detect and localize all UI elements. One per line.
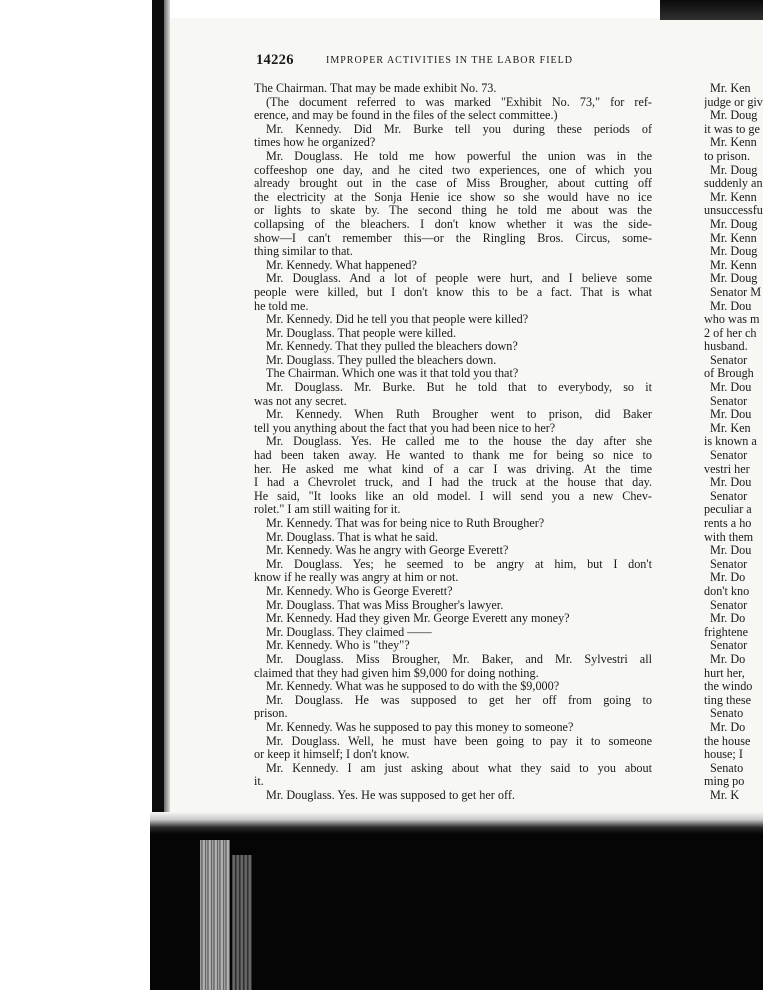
fragment-line: Mr. Do — [710, 611, 746, 626]
text-line: Mr. Douglass. He was supposed to get her off from going to — [266, 693, 652, 707]
text-line: thing similar to that. — [254, 245, 353, 259]
text-line: Mr. Kennedy. Did Mr. Burke tell you during these periods of — [266, 122, 652, 136]
fragment-line: Mr. Doug — [710, 162, 758, 177]
fragment-line: ting these — [704, 692, 752, 707]
text-line: Mr. Douglass. He told me how powerful the union was in the — [266, 149, 652, 163]
fragment-line: Mr. Kenn — [710, 257, 757, 272]
fragment-line: to prison. — [704, 148, 751, 163]
text-line: Mr. Douglass. Yes. He was supposed to get her off. — [266, 788, 515, 802]
text-line: Mr. Douglass. Yes; he seemed to be angry at him, but I don't — [266, 557, 652, 571]
fragment-line: hurt her, — [704, 665, 745, 680]
fragment-line: judge or giv — [704, 94, 763, 109]
text-line: or keep it himself; I don't know. — [254, 748, 410, 762]
text-line: I had a Chevrolet truck, and I had the truck at the house that day. — [254, 476, 652, 490]
fragment-line: house; I — [704, 747, 743, 762]
text-line: Mr. Douglass. That is what he said. — [266, 530, 439, 544]
text-line: rolet." I am still waiting for it. — [254, 503, 401, 517]
text-line: Mr. Kennedy. That was for being nice to Ruth Brougher? — [266, 517, 545, 530]
fragment-line: Mr. Dou — [710, 407, 752, 422]
adjacent-page-text-fragments — [704, 82, 763, 802]
text-line: Mr. Douglass. That people were killed. — [266, 326, 456, 340]
text-line: Mr. Kennedy. What was he supposed to do with the $9,000? — [266, 680, 560, 694]
left-margin — [0, 0, 160, 990]
fragment-line: Senato — [710, 706, 744, 721]
text-line: Mr. Douglass. Well, he must have been going to pay it to someone — [266, 734, 652, 748]
fragment-line: 2 of her ch — [704, 325, 757, 340]
fragment-line: frightene — [704, 624, 748, 639]
text-line: people were killed, but I don't know this to be a fact. That is what — [254, 285, 652, 299]
fragment-line: Mr. Dou — [710, 380, 752, 395]
text-line: her. He asked me what kind of a car I was driving. At the time — [254, 462, 652, 476]
fragment-line: Mr. K — [710, 787, 740, 802]
fragment-line: Mr. Kenn — [710, 189, 757, 204]
text-line: it. — [254, 775, 264, 789]
text-line: Mr. Douglass. They pulled the bleachers down. — [266, 353, 497, 367]
page-bottom-edge — [150, 812, 763, 834]
page-header — [256, 52, 676, 70]
fragment-line: Senator — [710, 488, 748, 503]
fragment-line: Mr. Do — [710, 570, 746, 585]
fragment-line: Senator — [710, 597, 748, 612]
fragment-line: Mr. Dou — [710, 475, 752, 490]
text-line: Mr. Kennedy. That they pulled the bleachers down? — [266, 340, 518, 354]
text-line: times how he organized? — [254, 136, 376, 150]
fragment-line: peculiar a — [704, 502, 752, 517]
fragment-line: Mr. Doug — [710, 271, 758, 286]
text-line: The Chairman. That may be made exhibit No. 73. — [254, 82, 497, 95]
text-line: Mr. Douglass. Mr. Burke. But he told that to everybody, so it — [266, 381, 652, 395]
text-line: Mr. Kennedy. I am just asking about what they said to you about — [266, 761, 652, 775]
fragment-line: Senator — [710, 556, 748, 571]
text-line: Mr. Douglass. And a lot of people were hurt, and I believe some — [266, 272, 652, 286]
text-line: Mr. Kennedy. Was he angry with George Everett? — [266, 544, 509, 558]
page-fold — [200, 840, 230, 990]
fragment-line: suddenly an — [704, 176, 763, 191]
fragment-line: is known a — [704, 434, 757, 449]
fragment-line: vestri her — [704, 461, 750, 476]
fragment-line: Mr. Doug — [710, 108, 758, 123]
fragment-line: Mr. Doug — [710, 244, 758, 259]
fragment-line: unsuccessfu — [704, 203, 763, 218]
text-line: erence, and may be found in the files of the select committee.) — [254, 109, 558, 123]
page-fold-secondary — [232, 855, 252, 990]
fragment-line: Mr. Doug — [710, 216, 758, 231]
fragment-line: Senator M — [710, 284, 762, 299]
fragment-line: Senator — [710, 352, 748, 367]
fragment-line: Mr. Ken — [710, 420, 751, 435]
text-line: prison. — [254, 707, 288, 721]
fragment-line: Mr. Dou — [710, 543, 752, 558]
fragment-line: Senator — [710, 448, 748, 463]
text-line: Mr. Kennedy. Had they given Mr. George Everett any money? — [266, 612, 570, 626]
running-head: IMPROPER ACTIVITIES IN THE LABOR FIELD — [326, 55, 573, 66]
fragment-line: of Brough — [704, 366, 754, 381]
text-line: Mr. Kennedy. Who is George Everett? — [266, 584, 453, 598]
text-line: show—I can't remember this—or the Ringling Bros. Circus, some- — [254, 231, 652, 245]
text-line: Mr. Douglass. They claimed —— — [266, 625, 432, 639]
fragment-line: Mr. Kenn — [710, 135, 757, 150]
fragment-line: husband. — [704, 339, 748, 354]
fragment-line: Senator — [710, 393, 748, 408]
main-text-column — [254, 82, 652, 802]
fragment-line: the house — [704, 733, 751, 748]
text-line: tell you anything about the fact that you had been nice to her? — [254, 421, 556, 435]
fragment-line: it was to ge — [704, 121, 760, 136]
text-line: was not any secret. — [254, 394, 347, 408]
text-line: Mr. Kennedy. Was he supposed to pay this money to someone? — [266, 720, 574, 734]
fragment-line: Senato — [710, 760, 744, 775]
text-line: know if he really was angry at him or not. — [254, 571, 459, 585]
fragment-line: Mr. Do — [710, 651, 746, 666]
binding-shadow — [152, 0, 164, 830]
text-line: Mr. Kennedy. Who is "they"? — [266, 639, 410, 653]
text-line: The Chairman. Which one was it that told you that? — [266, 367, 519, 381]
fragment-line: with them — [704, 529, 754, 544]
text-line: collapsing of the bleachers. I don't know whether it was the side- — [254, 217, 652, 231]
text-line: Mr. Kennedy. Did he tell you that people were killed? — [266, 313, 529, 327]
text-line: had been taken away. He wanted to thank me for being so nice to — [254, 449, 652, 463]
fragment-line: don't kno — [704, 583, 750, 598]
fragment-line: ming po — [704, 774, 745, 789]
text-line: He said, "It looks like an old model. I will send you a new Chev- — [254, 489, 652, 503]
text-line: Mr. Douglass. Miss Brougher, Mr. Baker, and Mr. Sylvestri all — [266, 652, 652, 666]
fragment-line: Mr. Ken — [710, 82, 751, 95]
text-line: the electricity at the Sonja Henie ice show so she would have no ice — [254, 190, 652, 204]
text-line: already brought out in the case of Miss Brougher, about cutting off — [254, 177, 652, 191]
text-line: claimed that they had given him $9,000 for doing nothing. — [254, 666, 539, 680]
text-line: Mr. Kennedy. When Ruth Brougher went to prison, did Baker — [266, 408, 652, 422]
text-line: Mr. Douglass. Yes. He called me to the house the day after she — [266, 435, 652, 449]
top-corner-shadow — [660, 0, 763, 20]
text-line: coffeeshop one day, and he cited two experiences, one of which you — [254, 163, 652, 177]
text-line: Mr. Douglass. That was Miss Brougher's lawyer. — [266, 598, 504, 612]
fragment-line: who was m — [704, 312, 760, 327]
text-line: Mr. Kennedy. What happened? — [266, 258, 417, 272]
text-line: he told me. — [254, 299, 309, 313]
text-line: or lights to skate by. The second thing he told me about was the — [254, 204, 652, 218]
fragment-line: Mr. Do — [710, 719, 746, 734]
fragment-line: the windo — [704, 679, 753, 694]
fragment-line: Mr. Kenn — [710, 230, 757, 245]
fragment-line: rents a ho — [704, 516, 752, 530]
page-number: 14226 — [256, 52, 294, 68]
fragment-line: Senator — [710, 638, 748, 653]
fragment-line: Mr. Dou — [710, 298, 752, 313]
text-line: (The document referred to was marked "Exhibit No. 73," for ref- — [266, 95, 652, 109]
